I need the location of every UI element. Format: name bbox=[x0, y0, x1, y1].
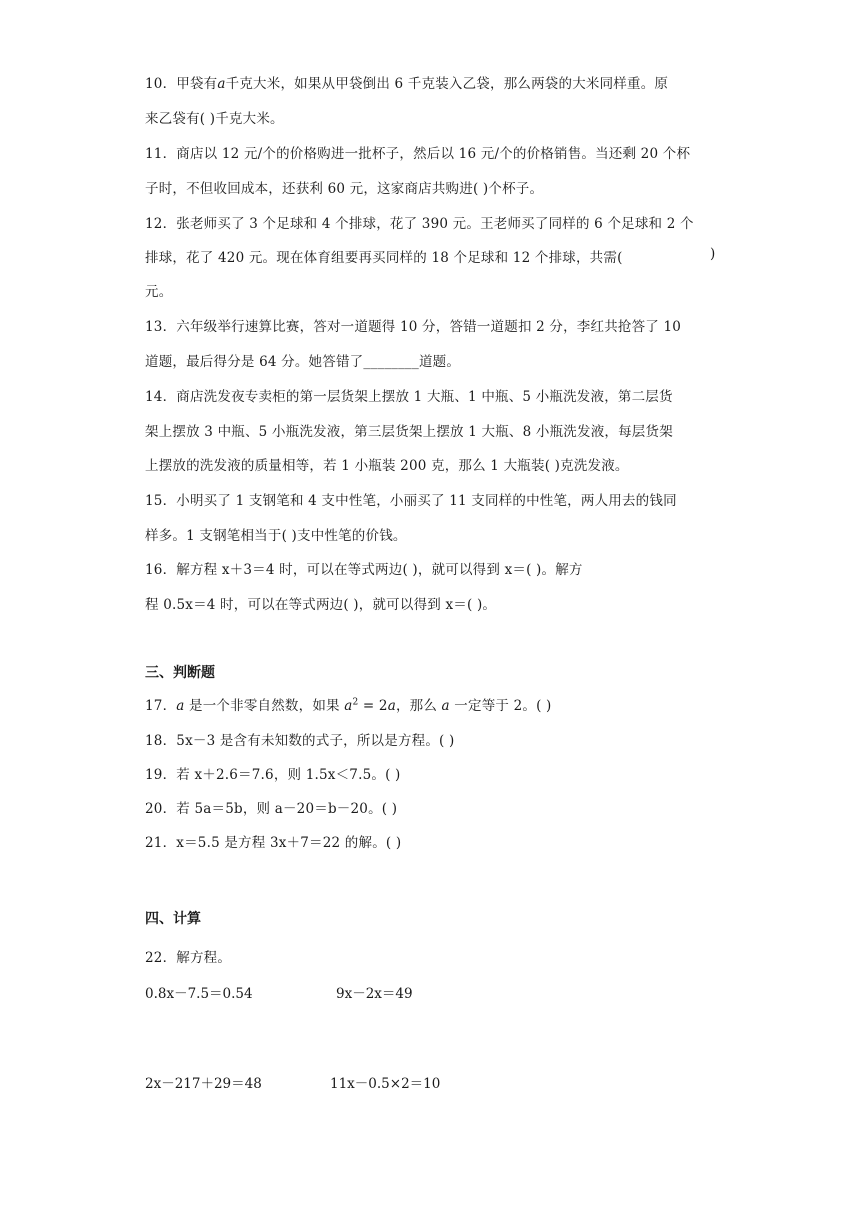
section-title-judge: 三、判断题 bbox=[145, 665, 215, 681]
question-22: 22．解方程。 bbox=[145, 950, 232, 966]
question-15-line-1: 15．小明买了 1 支钢笔和 4 支中性笔，小丽买了 11 支同样的中性笔，两人用去的钱同 bbox=[145, 493, 677, 509]
question-12-close-paren: ) bbox=[710, 246, 716, 262]
question-12-line-1: 12．张老师买了 3 个足球和 4 个排球，花了 390 元。王老师买了同样的 6 个足球和 2 个 bbox=[145, 216, 694, 232]
question-14-line-1: 14．商店洗发夜专卖柜的第一层货架上摆放 1 大瓶、1 中瓶、5 小瓶洗发液，第二层货 bbox=[145, 389, 673, 405]
question-10-line-1: 10．甲袋有a千克大米，如果从甲袋倒出 6 千克装入乙袋，那么两袋的大米同样重。原 bbox=[145, 76, 669, 92]
question-11-line-1: 11．商店以 12 元/个的价格购进一批杯子，然后以 16 元/个的价格销售。当还剩 20 个杯 bbox=[145, 146, 691, 162]
question-11-line-2: 子时，不但收回成本，还获利 60 元，这家商店共购进( )个杯子。 bbox=[145, 181, 544, 197]
question-13-line-2: 道题，最后得分是 64 分。她答错了________道题。 bbox=[145, 354, 461, 370]
question-20: 20．若 5a＝5b，则 a－20＝b－20。( ) bbox=[145, 801, 398, 817]
question-10-line-2: 来乙袋有( )千克大米。 bbox=[145, 111, 284, 127]
equation-1: 0.8x－7.5＝0.54 bbox=[145, 986, 253, 1002]
question-21: 21．x＝5.5 是方程 3x＋7＝22 的解。( ) bbox=[145, 835, 402, 851]
section-title-calc: 四、计算 bbox=[145, 911, 201, 927]
question-13-line-1: 13．六年级举行速算比赛，答对一道题得 10 分，答错一道题扣 2 分，李红共抢答了 10 bbox=[145, 319, 682, 335]
question-14-line-3: 上摆放的洗发液的质量相等，若 1 小瓶装 200 克，那么 1 大瓶装( )克洗发液。 bbox=[145, 458, 629, 474]
question-12-line-3: 元。 bbox=[145, 284, 173, 300]
question-19: 19．若 x＋2.6＝7.6，则 1.5x＜7.5。( ) bbox=[145, 767, 401, 783]
question-16-line-1: 16．解方程 x＋3＝4 时，可以在等式两边( )，就可以得到 x＝( )。解方 bbox=[145, 562, 583, 578]
equation-2: 9x－2x＝49 bbox=[336, 986, 413, 1002]
equation-4: 11x－0.5×2＝10 bbox=[330, 1076, 441, 1092]
question-18: 18．5x－3 是含有未知数的式子，所以是方程。( ) bbox=[145, 733, 455, 749]
question-17: 17．a 是一个非零自然数，如果 $a^2 = 2a$，那么 a 一定等于 2。( ) bbox=[145, 697, 552, 714]
variable-a: a bbox=[217, 76, 226, 92]
equation-3: 2x－217＋29＝48 bbox=[145, 1076, 262, 1092]
question-15-line-2: 样多。1 支钢笔相当于( )支中性笔的价钱。 bbox=[145, 528, 407, 544]
question-14-line-2: 架上摆放 3 中瓶、5 小瓶洗发液，第三层货架上摆放 1 大瓶、8 小瓶洗发液，每层货架 bbox=[145, 424, 673, 440]
question-16-line-2: 程 0.5x＝4 时，可以在等式两边( )，就可以得到 x＝( )。 bbox=[145, 597, 497, 613]
question-12-line-2: 排球，花了 420 元。现在体育组要再买同样的 18 个足球和 12 个排球，共需( bbox=[145, 250, 623, 266]
